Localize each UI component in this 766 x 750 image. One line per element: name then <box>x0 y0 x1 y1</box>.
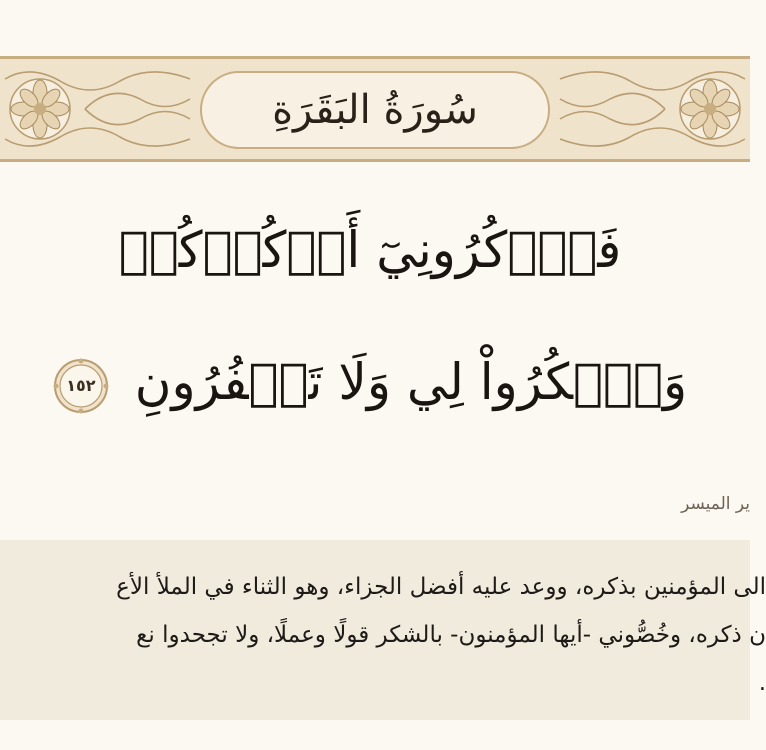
tafsir-line: الى المؤمنين بذكره، ووعد عليه أفضل الجزاء، وهو الثناء في الملأ الأع <box>116 574 766 600</box>
verse-line-2 <box>40 352 700 414</box>
surah-title-plate <box>200 71 550 149</box>
surah-header-banner <box>0 56 750 162</box>
verse-line-1: فَٱذۡكُرُونِيٓ أَذۡكُرۡكُمۡ <box>118 221 622 279</box>
tafsir-line: . <box>758 670 766 696</box>
verse-line-2-text: وَٱشۡكُرُواْ لِي وَلَا تَكۡفُرُونِ <box>134 353 688 411</box>
tafsir-source-label: ير الميسر <box>681 494 750 514</box>
ayah-number: ١٥٢ <box>66 376 96 395</box>
tafsir-text-box <box>0 540 766 720</box>
floral-rosette-icon <box>10 79 70 139</box>
tafsir-line: ن ذكره، وخُصُّوني -أيها المؤمنون- بالشكر قولًا وعملًا، ولا تجحدوا نع <box>136 622 766 648</box>
ayah-number-marker <box>53 358 109 414</box>
surah-title: سُورَةُ البَقَرَةِ <box>272 87 478 133</box>
floral-rosette-icon <box>680 79 740 139</box>
